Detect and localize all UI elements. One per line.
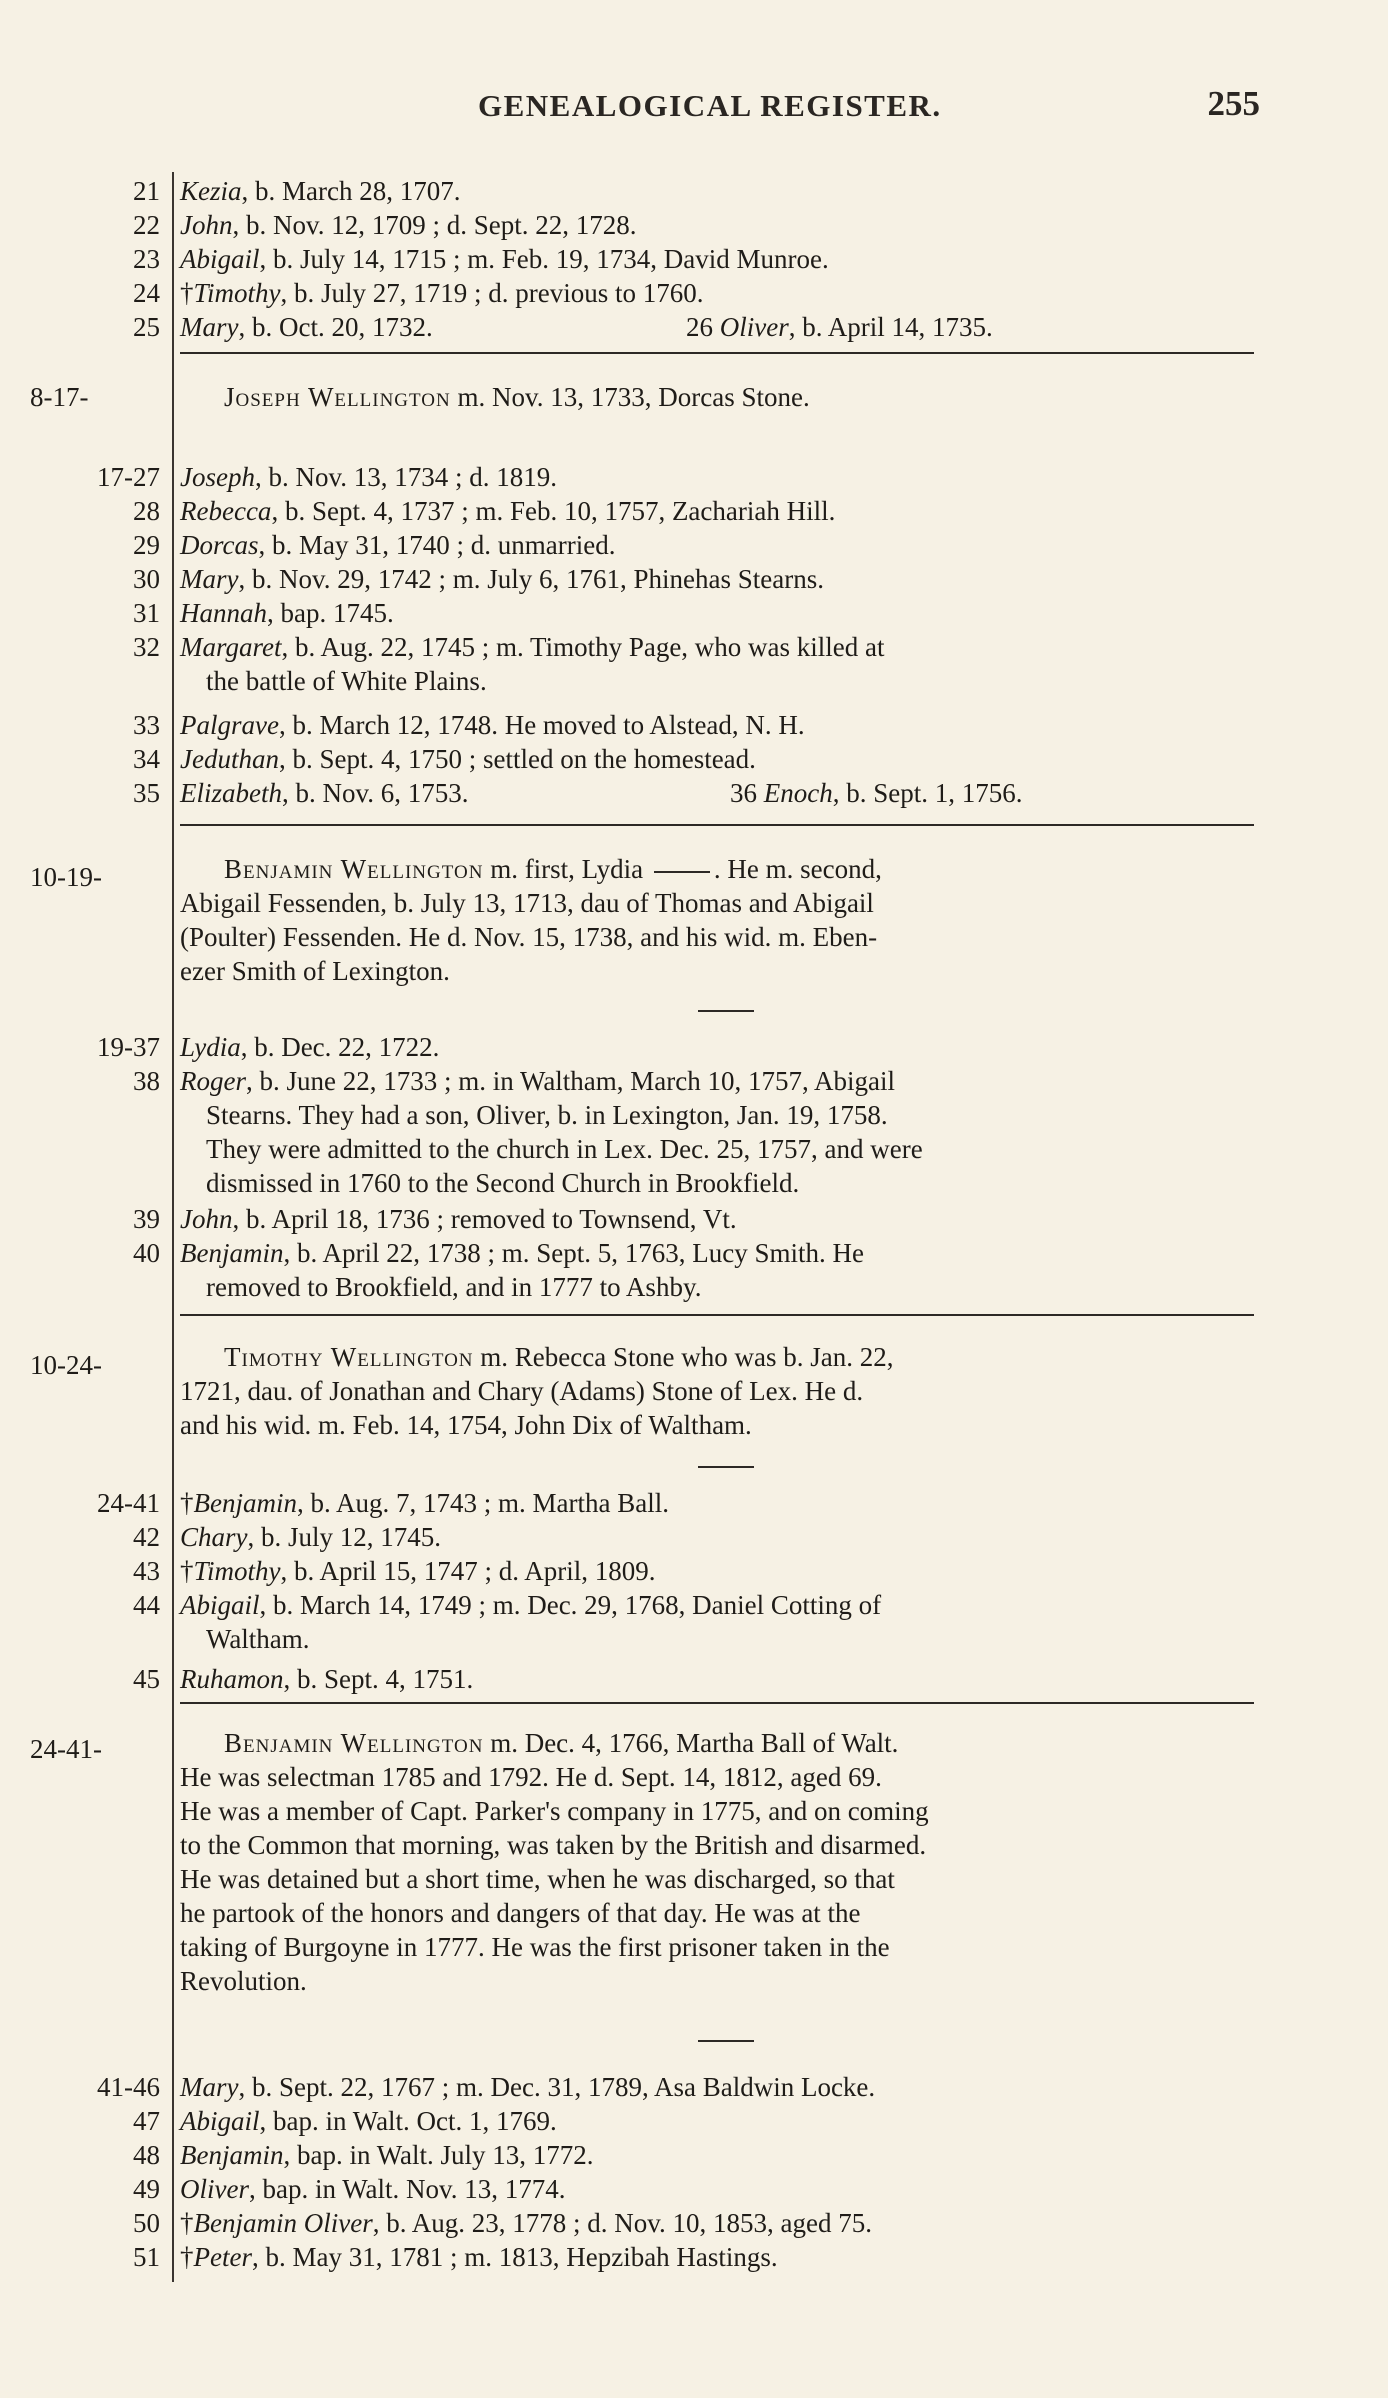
entry-number: 47 — [133, 2106, 160, 2136]
entry-text-continuation: dismissed in 1760 to the Second Church in Brookfield. — [206, 1168, 800, 1198]
family-head: Joseph Wellington m. Nov. 13, 1733, Dorcas Stone. — [224, 382, 810, 412]
section-divider — [180, 1702, 1254, 1704]
entry-text: Palgrave, b. March 12, 1748. He moved to Alstead, N. H. — [180, 710, 805, 740]
entry-text: Abigail, bap. in Walt. Oct. 1, 1769. — [180, 2106, 557, 2136]
entry-text: Joseph, b. Nov. 13, 1734 ; d. 1819. — [180, 462, 557, 492]
entry-text: Abigail, b. July 14, 1715 ; m. Feb. 19, 1734, David Munroe. — [180, 244, 829, 274]
entry-number: 21 — [133, 176, 160, 206]
entry-number: 48 — [133, 2140, 160, 2170]
entry-number: 38 — [133, 1066, 160, 1096]
entry-text: †Benjamin Oliver, b. Aug. 23, 1778 ; d. Nov. 10, 1853, aged 75. — [180, 2208, 872, 2238]
entry-text: Oliver, bap. in Walt. Nov. 13, 1774. — [180, 2174, 566, 2204]
entry-number: 50 — [133, 2208, 160, 2238]
family-text-line: He was detained but a short time, when he was discharged, so that — [180, 1864, 895, 1894]
entry-number: 28 — [133, 496, 160, 526]
entry-number: 42 — [133, 1522, 160, 1552]
short-divider — [698, 1010, 754, 1012]
entry-number: 45 — [133, 1664, 160, 1694]
entry-number: 22 — [133, 210, 160, 240]
entry-text: Elizabeth, b. Nov. 6, 1753. — [180, 778, 469, 808]
entry-number: 24 — [133, 278, 160, 308]
entry-text-continuation: Stearns. They had a son, Oliver, b. in Lexington, Jan. 19, 1758. — [206, 1100, 888, 1130]
family-text-line: ezer Smith of Lexington. — [180, 956, 450, 986]
entry-text: Ruhamon, b. Sept. 4, 1751. — [180, 1664, 474, 1694]
entry-text: †Timothy, b. July 27, 1719 ; d. previous to 1760. — [180, 278, 704, 308]
family-text-line: He was a member of Capt. Parker's company in 1775, and on coming — [180, 1796, 929, 1826]
family-text-line: taking of Burgoyne in 1777. He was the first prisoner taken in the — [180, 1932, 890, 1962]
entry-text: Dorcas, b. May 31, 1740 ; d. unmarried. — [180, 530, 616, 560]
entry-number: 32 — [133, 632, 160, 662]
family-reference: 24-41- — [30, 1734, 102, 1764]
family-text-line: Abigail Fessenden, b. July 13, 1713, dau of Thomas and Abigail — [180, 888, 874, 918]
entry-text-continuation: Waltham. — [206, 1624, 310, 1654]
section-divider — [180, 1314, 1254, 1316]
entry-text: Roger, b. June 22, 1733 ; m. in Waltham, March 10, 1757, Abigail — [180, 1066, 895, 1096]
family-text-line: to the Common that morning, was taken by the British and disarmed. — [180, 1830, 927, 1860]
family-text-line: and his wid. m. Feb. 14, 1754, John Dix of Waltham. — [180, 1410, 752, 1440]
entry-text: †Benjamin, b. Aug. 7, 1743 ; m. Martha Ball. — [180, 1488, 669, 1518]
family-head: Benjamin Wellington m. first, Lydia . He m. second, — [224, 854, 882, 884]
entry-text: Abigail, b. March 14, 1749 ; m. Dec. 29, 1768, Daniel Cotting of — [180, 1590, 882, 1620]
entry-number: 43 — [133, 1556, 160, 1586]
entry-number: 19-37 — [97, 1032, 160, 1062]
entry-text: †Timothy, b. April 15, 1747 ; d. April, 1809. — [180, 1556, 656, 1586]
section-divider — [180, 352, 1254, 354]
short-divider — [698, 1466, 754, 1468]
family-text-line: Revolution. — [180, 1966, 307, 1996]
entry-text: Benjamin, bap. in Walt. July 13, 1772. — [180, 2140, 594, 2170]
entry-number: 23 — [133, 244, 160, 274]
entry-text: Kezia, b. March 28, 1707. — [180, 176, 461, 206]
blank-dash — [654, 871, 710, 873]
family-text-line: He was selectman 1785 and 1792. He d. Sept. 14, 1812, aged 69. — [180, 1762, 882, 1792]
entry-number: 44 — [133, 1590, 160, 1620]
entry-text: †Peter, b. May 31, 1781 ; m. 1813, Hepzibah Hastings. — [180, 2242, 778, 2272]
entry-text-inline: 26 Oliver, b. April 14, 1735. — [686, 312, 993, 342]
family-reference: 10-24- — [30, 1350, 102, 1380]
entry-text: John, b. Nov. 12, 1709 ; d. Sept. 22, 1728. — [180, 210, 637, 240]
entry-text: Mary, b. Nov. 29, 1742 ; m. July 6, 1761, Phinehas Stearns. — [180, 564, 824, 594]
entry-number: 24-41 — [97, 1488, 160, 1518]
page-header-title: GENEALOGICAL REGISTER. — [478, 88, 942, 123]
family-text-line: (Poulter) Fessenden. He d. Nov. 15, 1738, and his wid. m. Eben- — [180, 922, 878, 952]
entry-number: 33 — [133, 710, 160, 740]
family-head: Benjamin Wellington m. Dec. 4, 1766, Martha Ball of Walt. — [224, 1728, 899, 1758]
entry-text: Hannah, bap. 1745. — [180, 598, 394, 628]
entry-text: Chary, b. July 12, 1745. — [180, 1522, 442, 1552]
short-divider — [698, 2040, 754, 2042]
entry-text: Mary, b. Sept. 22, 1767 ; m. Dec. 31, 1789, Asa Baldwin Locke. — [180, 2072, 876, 2102]
entry-text: Rebecca, b. Sept. 4, 1737 ; m. Feb. 10, 1757, Zachariah Hill. — [180, 496, 836, 526]
column-rule — [172, 172, 174, 2282]
family-reference: 10-19- — [30, 862, 102, 892]
family-text-line: 1721, dau. of Jonathan and Chary (Adams) Stone of Lex. He d. — [180, 1376, 864, 1406]
family-text-line: he partook of the honors and dangers of that day. He was at the — [180, 1898, 861, 1928]
section-divider — [180, 824, 1254, 826]
entry-text-continuation: the battle of White Plains. — [206, 666, 487, 696]
entry-text-continuation: They were admitted to the church in Lex. Dec. 25, 1757, and were — [206, 1134, 923, 1164]
entry-text: Benjamin, b. April 22, 1738 ; m. Sept. 5, 1763, Lucy Smith. He — [180, 1238, 864, 1268]
entry-text-inline: 36 Enoch, b. Sept. 1, 1756. — [730, 778, 1023, 808]
entry-number: 41-46 — [97, 2072, 160, 2102]
entry-text: Mary, b. Oct. 20, 1732. — [180, 312, 433, 342]
entry-number: 34 — [133, 744, 160, 774]
entry-number: 35 — [133, 778, 160, 808]
entry-text: Jeduthan, b. Sept. 4, 1750 ; settled on the homestead. — [180, 744, 756, 774]
entry-number: 40 — [133, 1238, 160, 1268]
entry-number: 49 — [133, 2174, 160, 2204]
entry-text: Lydia, b. Dec. 22, 1722. — [180, 1032, 440, 1062]
entry-text: Margaret, b. Aug. 22, 1745 ; m. Timothy Page, who was killed at — [180, 632, 885, 662]
entry-number: 25 — [133, 312, 160, 342]
family-head: Timothy Wellington m. Rebecca Stone who was b. Jan. 22, — [224, 1342, 894, 1372]
entry-number: 17-27 — [97, 462, 160, 492]
entry-number: 30 — [133, 564, 160, 594]
entry-number: 39 — [133, 1204, 160, 1234]
entry-number: 29 — [133, 530, 160, 560]
entry-number: 31 — [133, 598, 160, 628]
entry-text-continuation: removed to Brookfield, and in 1777 to Ashby. — [206, 1272, 702, 1302]
family-reference: 8-17- — [30, 382, 89, 412]
entry-text: John, b. April 18, 1736 ; removed to Townsend, Vt. — [180, 1204, 737, 1234]
entry-number: 51 — [133, 2242, 160, 2272]
page-number: 255 — [1207, 84, 1260, 123]
